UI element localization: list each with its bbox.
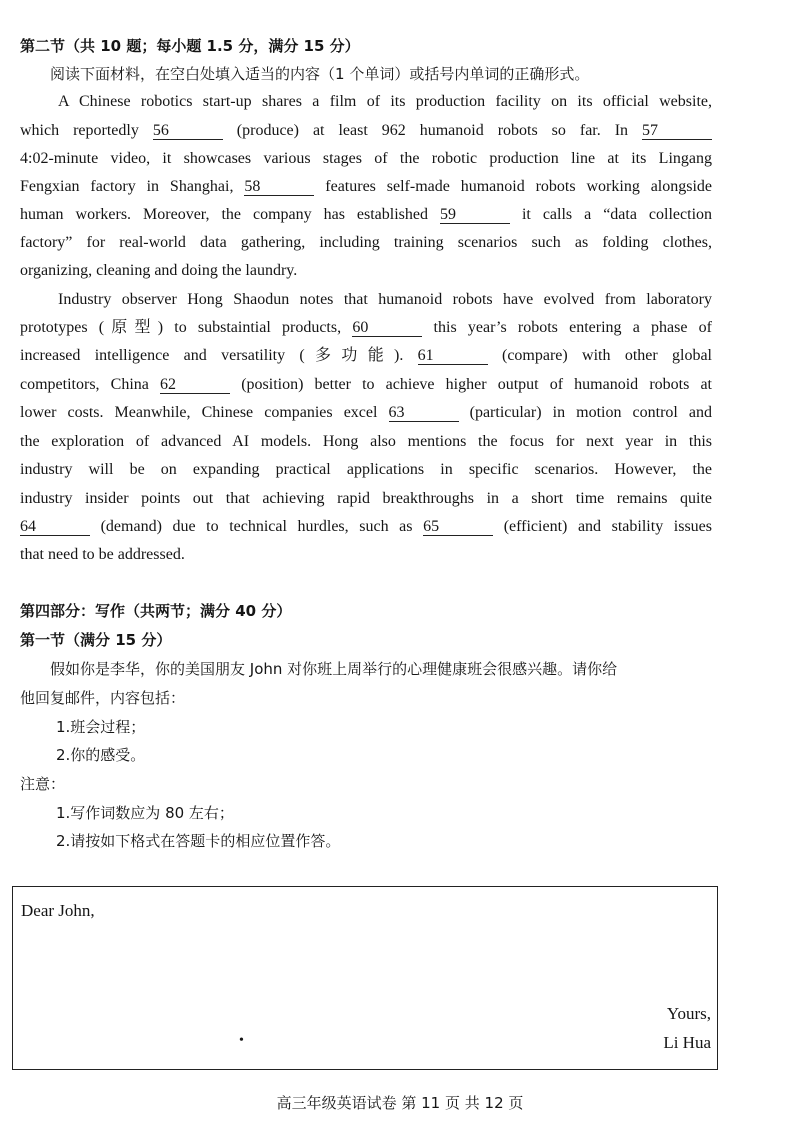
p1-line-3: 4:02-minute video, it showcases various stages of the robotic production line at its Lingang <box>20 150 712 167</box>
blank-62[interactable]: 62 <box>160 377 230 394</box>
letter-closing: Yours, <box>666 1004 711 1023</box>
p1-line-2-text-a: which reportedly <box>20 122 139 139</box>
p1-line-2 <box>20 121 712 141</box>
p2-line-10: that need to be addressed. <box>20 546 185 563</box>
letter-answer-box[interactable] <box>12 886 718 1070</box>
blank-57[interactable]: 57 <box>642 123 712 140</box>
stray-mark: • <box>239 1033 244 1048</box>
note-1: 1.写作词数应为 80 左右； <box>56 804 234 822</box>
letter-greeting: Dear John, <box>21 901 95 920</box>
p1-line-1: A Chinese robotics start-up shares a film of its production facility on its official website, <box>58 93 712 110</box>
writing-prompt-line-2: 他回复邮件，内容包括： <box>20 689 186 707</box>
p1-line-4 <box>20 177 712 197</box>
p2-line-3-text-a: increased intelligence and versatility (多功能). <box>20 347 404 364</box>
p2-line-6: the exploration of advanced AI models. Hong also mentions the focus for next year in this <box>20 433 712 450</box>
p2-line-9 <box>20 517 712 537</box>
p2-line-5 <box>20 403 712 423</box>
p2-line-3-text-b: (compare) with other global <box>502 347 713 364</box>
blank-64[interactable]: 64 <box>20 519 90 536</box>
p2-line-4 <box>20 375 712 395</box>
writing-item-2: 2.你的感受。 <box>56 746 146 764</box>
blank-61[interactable]: 61 <box>418 348 488 365</box>
p2-line-8: industry insider points out that achieving rapid breakthroughs in a short time remains quite <box>20 490 712 507</box>
p2-line-4-text-a: competitors, China <box>20 376 149 393</box>
p2-line-5-text-b: (particular) in motion control and <box>469 404 713 421</box>
letter-signature: Li Hua <box>663 1033 711 1052</box>
part4-heading: 第四部分：写作（共两节；满分 40 分） <box>20 602 292 620</box>
p1-line-4-text-b: features self-made humanoid robots working alongside <box>325 178 713 195</box>
page-footer: 高三年级英语试卷 第 11 页 共 12 页 <box>276 1094 524 1112</box>
p2-line-1: Industry observer Hong Shaodun notes that humanoid robots have evolved from laboratory <box>58 291 712 308</box>
section2-instructions: 阅读下面材料，在空白处填入适当的内容（1 个单词）或括号内单词的正确形式。 <box>50 65 590 83</box>
blank-63[interactable]: 63 <box>389 405 459 422</box>
p1-line-5-text-a: human workers. Moreover, the company has established <box>20 206 428 223</box>
note-label: 注意： <box>20 775 66 793</box>
p2-line-2 <box>20 318 712 338</box>
writing-prompt-line-1: 假如你是李华，你的美国朋友 John 对你班上周举行的心理健康班会很感兴趣。请你给 <box>50 660 618 678</box>
p2-line-7: industry will be on expanding practical applications in specific scenarios. However, the <box>20 461 712 478</box>
p1-line-4-text-a: Fengxian factory in Shanghai, <box>20 178 234 195</box>
p2-line-2-text-a: prototypes (原型) to substaintial products, <box>20 319 342 336</box>
p1-line-2-text-b: (produce) at least 962 humanoid robots so far. In <box>236 122 629 139</box>
p2-line-4-text-b: (position) better to achieve higher output of humanoid robots at <box>241 376 712 393</box>
blank-65[interactable]: 65 <box>423 519 493 536</box>
p2-line-9-text-b: (efficient) and stability issues <box>503 518 713 535</box>
blank-56[interactable]: 56 <box>153 123 223 140</box>
part4-section1-heading: 第一节（满分 15 分） <box>20 631 172 649</box>
p1-line-5-text-b: it calls a “data collection <box>521 206 713 223</box>
blank-58[interactable]: 58 <box>244 179 314 196</box>
blank-59[interactable]: 59 <box>440 207 510 224</box>
section2-heading: 第二节（共 10 题；每小题 1.5 分，满分 15 分） <box>20 37 360 55</box>
p2-line-2-text-b: this year’s robots entering a phase of <box>433 319 713 336</box>
p1-line-7: organizing, cleaning and doing the laundry. <box>20 262 298 279</box>
writing-item-1: 1.班会过程； <box>56 718 146 736</box>
p2-line-3 <box>20 346 712 366</box>
p2-line-9-text-a: (demand) due to technical hurdles, such as <box>100 518 413 535</box>
note-2: 2.请按如下格式在答题卡的相应位置作答。 <box>56 832 341 850</box>
p1-line-5 <box>20 205 712 225</box>
blank-60[interactable]: 60 <box>352 320 422 337</box>
p2-line-5-text-a: lower costs. Meanwhile, Chinese companies excel <box>20 404 378 421</box>
p1-line-6: factory” for real-world data gathering, including training scenarios such as folding clothes, <box>20 234 712 251</box>
